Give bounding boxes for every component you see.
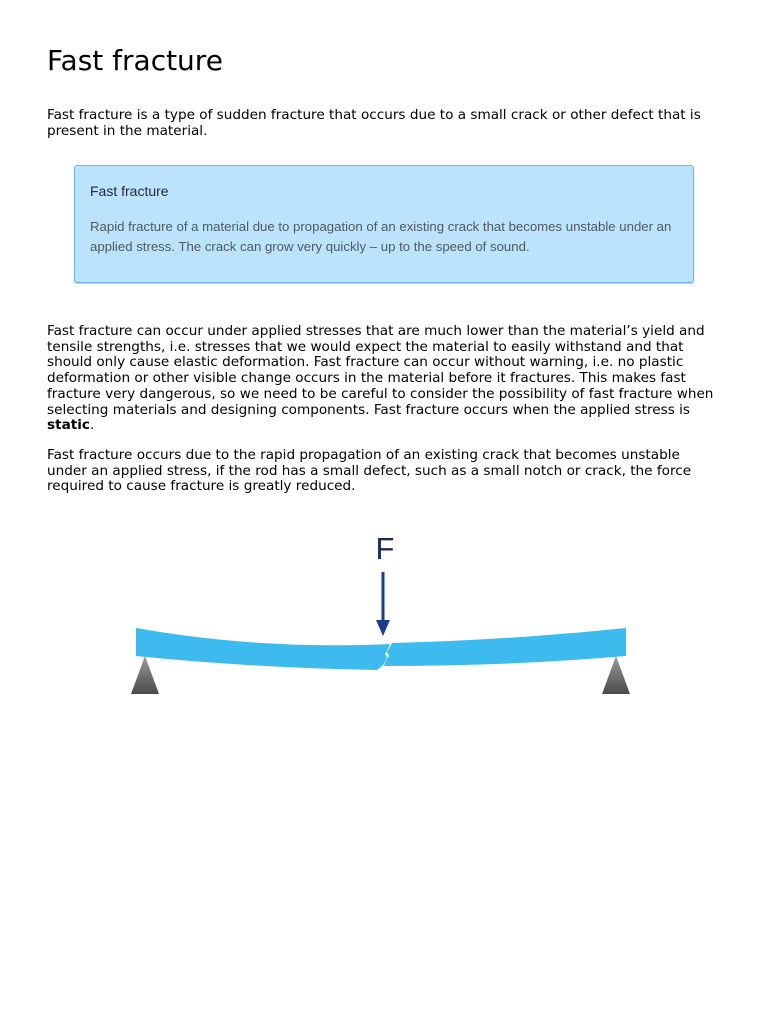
body-paragraph-end: . <box>89 417 95 434</box>
beam-left-half <box>136 628 390 670</box>
static-emphasis: static <box>47 417 90 434</box>
definition-text: Rapid fracture of a material due to propagation of an existing crack that becomes unstable under an applied stress. The crack can grow very quickly – up to the speed of sound. <box>90 219 672 254</box>
page-title: Fast fracture <box>47 44 223 77</box>
body-paragraph-text: Fast fracture can occur under applied stresses that are much lower than the material’s yield and tensile strengths, i.e. stresses that we would expect the material to easily withstand and that should only cause elastic deformation. Fast fracture can occur without warning, i.e. no plastic deformation or other visible change occurs in the material before it fractures. This makes fast fracture very dangerous, so we need to be careful to consider the possibility of fast fracture when selecting materials and designing components. Fast fracture occurs when the applied stress is <box>47 323 714 418</box>
intro-paragraph: Fast fracture is a type of sudden fracture that occurs due to a small crack or other defect that is present in the material. <box>47 107 701 139</box>
left-support <box>131 656 159 694</box>
right-support <box>602 656 630 694</box>
force-arrow-head <box>376 620 390 636</box>
definition-box <box>74 165 694 283</box>
crack-paragraph: Fast fracture occurs due to the rapid propagation of an existing crack that becomes unstable under an applied stress, if the rod has a small defect, such as a small notch or crack, the force required to cause fracture is greatly reduced. <box>47 447 692 495</box>
body-paragraph <box>47 324 723 434</box>
definition-heading: Fast fracture <box>90 183 169 199</box>
force-label: F <box>375 531 395 566</box>
beam-right-half <box>384 628 626 666</box>
